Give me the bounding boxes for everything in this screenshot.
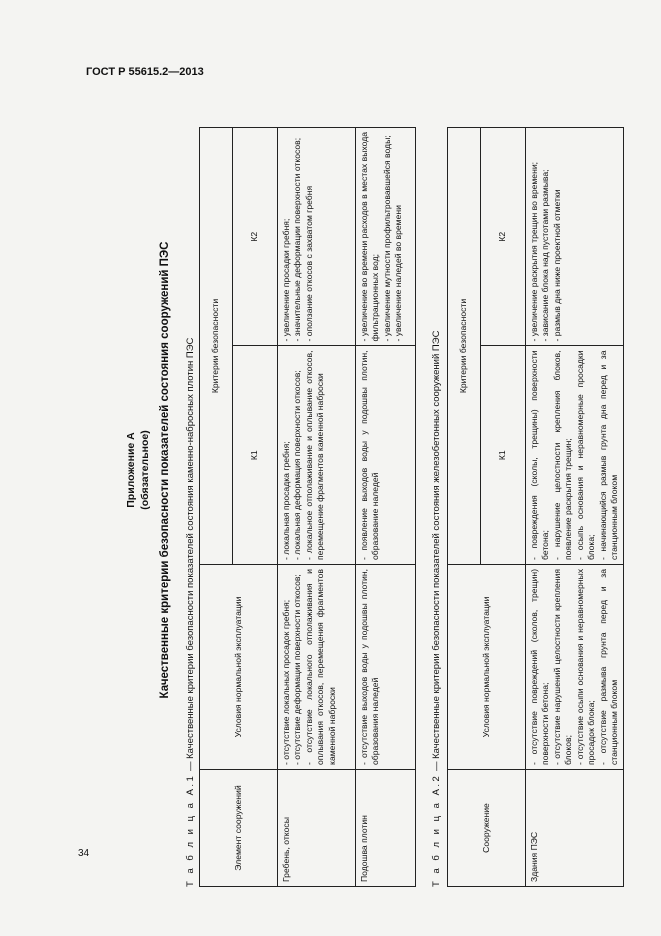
table1-label: Т а б л и ц а А.1 bbox=[185, 773, 196, 887]
table2-header-criteria: Критерии безопасности bbox=[448, 128, 481, 565]
appendix-title: Приложение А bbox=[125, 432, 137, 508]
table1-row2-k1 bbox=[356, 346, 416, 565]
cell-list-item: - локальная деформация поверхности откосов; bbox=[292, 370, 303, 560]
table1-row1-normal bbox=[278, 565, 356, 770]
table1-header-k1: К1 bbox=[233, 346, 278, 565]
cell-list-item: - зависание блока над пустотами размыва; bbox=[540, 169, 551, 342]
cell-list-item: - появление выходов воды у подошвы плотин, образование наледей bbox=[359, 350, 381, 560]
table2-row1-element: Здания ПЭС bbox=[526, 770, 624, 887]
cell-list-item: - отсутствие деформации поверхности откосов; bbox=[292, 574, 303, 765]
cell-list-item: - локальная просадка гребня; bbox=[281, 441, 291, 560]
appendix-status: (обязательное) bbox=[139, 430, 151, 510]
cell-list-item: - увеличение просадки гребня; bbox=[281, 218, 291, 342]
cell-list-item: - отсутствие повреждений (сколов, трещин) поверхности бетона; bbox=[529, 569, 551, 765]
table1-row1-element: Гребень, откосы bbox=[278, 770, 356, 887]
table2 bbox=[447, 127, 624, 887]
cell-list-item: - нарушение целостности крепления блоков, появление раскрытия трещин; bbox=[551, 350, 574, 560]
page-number: 34 bbox=[78, 848, 90, 859]
table1-header-row bbox=[200, 128, 233, 887]
cell-list-item: - оползание откосов с захватом гребня bbox=[303, 185, 314, 342]
table-row bbox=[356, 128, 416, 887]
cell-list-item: - начинающийся размыв грунта дна перед и за станционным блоком bbox=[597, 350, 619, 560]
table-row bbox=[526, 128, 624, 887]
table1-caption bbox=[185, 338, 196, 887]
table1-row1-k1 bbox=[278, 346, 356, 565]
cell-list-item: - увеличение мутности профильтровавшейся воды; bbox=[381, 135, 392, 342]
cell-list-item: - отсутствие локальных просадок гребня; bbox=[281, 599, 291, 765]
cell-list-item: - отсутствие выходов воды у подошвы плотин, образования наледей bbox=[359, 569, 381, 765]
table-row bbox=[278, 128, 356, 887]
table1-row2-k2 bbox=[356, 128, 416, 347]
table1-header-normal: Условия нормальной эксплуатации bbox=[200, 565, 278, 770]
cell-list-item: - локальное отполаживание и оплывание откосов, перемещение фрагментов каменной наброски bbox=[303, 350, 326, 560]
section-heading: Качественные критерии безопасности показателей состояния сооружений ПЭС bbox=[159, 241, 171, 699]
table2-row1-k2 bbox=[526, 128, 624, 347]
table2-label: Т а б л и ц а А.2 bbox=[431, 773, 442, 887]
cell-list-item: - увеличение во времени расходов в местах выхода фильтрационных вод; bbox=[359, 132, 381, 342]
table1-row2-element: Подошва плотин bbox=[356, 770, 416, 887]
cell-list-item: - отсутствие нарушений целостности крепления блоков; bbox=[551, 569, 574, 765]
table2-title: — Качественные критерии безопасности показателей состояния железобетонных сооружений ПЭС bbox=[431, 330, 442, 772]
document-code: ГОСТ Р 55615.2—2013 bbox=[86, 66, 204, 78]
table1-header-k2: К2 bbox=[233, 128, 278, 347]
table2-header-k2: К2 bbox=[481, 128, 526, 347]
cell-list-item: - отсутствие размыва грунта перед и за станционным блоком bbox=[597, 569, 619, 765]
cell-list-item: - осыпь основания и неравномерные просадки блока; bbox=[574, 350, 597, 560]
cell-list-item: - отсутствие локального отполаживания и оплывания откосов, перемещения фрагментов каменной наброски bbox=[303, 569, 337, 765]
cell-list-item: - отсутствие осыпи основания и неравномерных просадок блока; bbox=[574, 569, 597, 765]
table1-row1-k2 bbox=[278, 128, 356, 347]
table2-caption bbox=[431, 331, 442, 887]
table2-header-k1: К1 bbox=[481, 346, 526, 565]
cell-list-item: - увеличение раскрытия трещин во времени; bbox=[529, 161, 539, 342]
table1-header-element: Элемент сооружений bbox=[200, 770, 278, 887]
table2-row1-normal bbox=[526, 565, 624, 770]
cell-list-item: - значительные деформации поверхности откосов; bbox=[292, 137, 303, 342]
table1-header-criteria: Критерии безопасности bbox=[200, 128, 233, 565]
table2-row1-k1 bbox=[526, 346, 624, 565]
table1-title: — Качественные критерии безопасности показателей состояния каменно-набросных плотин ПЭС bbox=[185, 337, 196, 772]
cell-list-item: - повреждения (сколы, трещины) поверхности бетона; bbox=[529, 350, 551, 560]
table1-row2-normal bbox=[356, 565, 416, 770]
cell-list-item: - увеличение наледей во времени bbox=[393, 205, 404, 342]
table1 bbox=[199, 127, 416, 887]
cell-list-item: - размыв дна ниже проектной отметки bbox=[551, 189, 562, 342]
table2-header-element: Сооружение bbox=[448, 770, 526, 887]
table2-header-normal: Условия нормальной эксплуатации bbox=[448, 565, 526, 770]
table2-header-row bbox=[448, 128, 481, 887]
rotated-content bbox=[95, 45, 619, 895]
